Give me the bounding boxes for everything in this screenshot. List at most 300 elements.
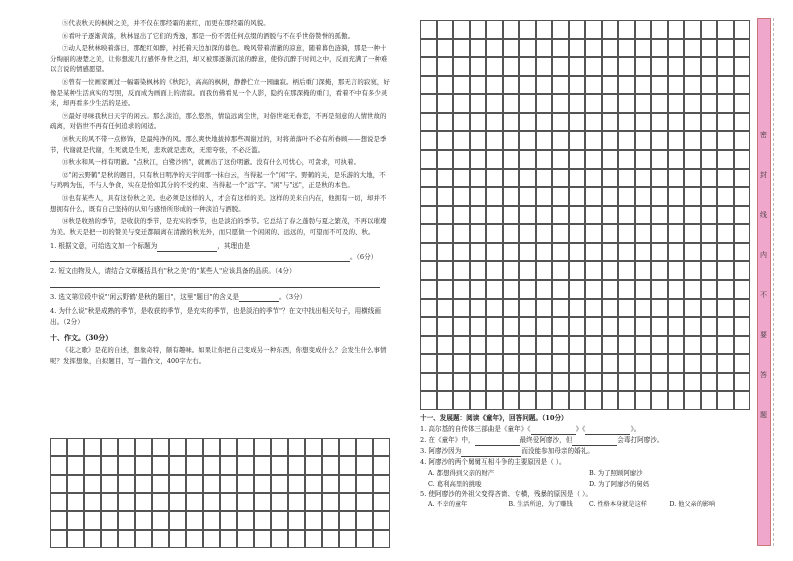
grid-cell[interactable]	[618, 280, 635, 299]
grid-cell[interactable]	[67, 493, 84, 511]
grid-cell[interactable]	[536, 57, 553, 76]
grid-cell[interactable]	[519, 336, 536, 355]
r-q2-blank-2[interactable]	[572, 438, 617, 446]
grid-cell[interactable]	[552, 391, 569, 410]
grid-cell[interactable]	[668, 280, 685, 299]
grid-cell[interactable]	[84, 493, 101, 511]
grid-cell[interactable]	[470, 150, 487, 169]
grid-cell[interactable]	[635, 131, 652, 150]
grid-cell[interactable]	[618, 299, 635, 318]
grid-cell[interactable]	[635, 113, 652, 132]
grid-cell[interactable]	[271, 438, 288, 456]
grid-cell[interactable]	[717, 354, 734, 373]
grid-cell[interactable]	[602, 317, 619, 336]
grid-cell[interactable]	[420, 261, 437, 280]
grid-cell[interactable]	[734, 224, 751, 243]
grid-cell[interactable]	[356, 456, 373, 474]
grid-cell[interactable]	[684, 206, 701, 225]
grid-cell[interactable]	[254, 511, 271, 529]
grid-cell[interactable]	[734, 131, 751, 150]
grid-cell[interactable]	[519, 76, 536, 95]
grid-cell[interactable]	[453, 243, 470, 262]
grid-cell[interactable]	[486, 317, 503, 336]
grid-cell[interactable]	[569, 57, 586, 76]
grid-cell[interactable]	[701, 224, 718, 243]
grid-cell[interactable]	[717, 131, 734, 150]
r-q5-option[interactable]: D. 他父亲的影响	[669, 501, 716, 508]
grid-cell[interactable]	[651, 317, 668, 336]
grid-cell[interactable]	[420, 373, 437, 392]
grid-cell[interactable]	[84, 438, 101, 456]
grid-cell[interactable]	[437, 336, 454, 355]
grid-cell[interactable]	[668, 94, 685, 113]
grid-cell[interactable]	[519, 317, 536, 336]
grid-cell[interactable]	[437, 57, 454, 76]
grid-cell[interactable]	[569, 113, 586, 132]
grid-cell[interactable]	[420, 131, 437, 150]
grid-cell[interactable]	[668, 169, 685, 188]
grid-cell[interactable]	[651, 391, 668, 410]
grid-cell[interactable]	[437, 20, 454, 39]
grid-cell[interactable]	[420, 187, 437, 206]
grid-cell[interactable]	[585, 224, 602, 243]
grid-cell[interactable]	[203, 438, 220, 456]
grid-cell[interactable]	[453, 94, 470, 113]
grid-cell[interactable]	[668, 336, 685, 355]
grid-cell[interactable]	[585, 354, 602, 373]
grid-cell[interactable]	[569, 391, 586, 410]
q1-answer-blank-title[interactable]	[157, 244, 217, 252]
grid-cell[interactable]	[552, 20, 569, 39]
r-q1-blank-1[interactable]	[531, 427, 576, 435]
grid-cell[interactable]	[701, 391, 718, 410]
grid-cell[interactable]	[602, 113, 619, 132]
q3-answer-blank[interactable]	[239, 294, 279, 302]
grid-cell[interactable]	[618, 131, 635, 150]
grid-cell[interactable]	[602, 224, 619, 243]
grid-cell[interactable]	[486, 373, 503, 392]
grid-cell[interactable]	[305, 493, 322, 511]
grid-cell[interactable]	[602, 261, 619, 280]
grid-cell[interactable]	[118, 475, 135, 493]
grid-cell[interactable]	[152, 493, 169, 511]
grid-cell[interactable]	[186, 530, 203, 548]
grid-cell[interactable]	[552, 187, 569, 206]
grid-cell[interactable]	[519, 187, 536, 206]
grid-cell[interactable]	[717, 373, 734, 392]
grid-cell[interactable]	[420, 243, 437, 262]
grid-cell[interactable]	[503, 206, 520, 225]
grid-cell[interactable]	[585, 113, 602, 132]
grid-cell[interactable]	[618, 373, 635, 392]
grid-cell[interactable]	[453, 113, 470, 132]
grid-cell[interactable]	[717, 76, 734, 95]
grid-cell[interactable]	[552, 57, 569, 76]
grid-cell[interactable]	[717, 243, 734, 262]
grid-cell[interactable]	[618, 150, 635, 169]
grid-cell[interactable]	[734, 261, 751, 280]
grid-cell[interactable]	[701, 57, 718, 76]
grid-cell[interactable]	[668, 354, 685, 373]
grid-cell[interactable]	[288, 493, 305, 511]
grid-cell[interactable]	[569, 169, 586, 188]
grid-cell[interactable]	[84, 511, 101, 529]
grid-cell[interactable]	[585, 169, 602, 188]
grid-cell[interactable]	[135, 456, 152, 474]
grid-cell[interactable]	[651, 20, 668, 39]
grid-cell[interactable]	[618, 187, 635, 206]
grid-cell[interactable]	[420, 280, 437, 299]
grid-cell[interactable]	[684, 131, 701, 150]
grid-cell[interactable]	[356, 475, 373, 493]
grid-cell[interactable]	[420, 169, 437, 188]
grid-cell[interactable]	[503, 317, 520, 336]
grid-cell[interactable]	[437, 373, 454, 392]
q1-answer-blank-reason[interactable]	[50, 254, 350, 262]
grid-cell[interactable]	[536, 224, 553, 243]
grid-cell[interactable]	[651, 131, 668, 150]
grid-cell[interactable]	[486, 336, 503, 355]
grid-cell[interactable]	[651, 280, 668, 299]
grid-cell[interactable]	[169, 475, 186, 493]
grid-cell[interactable]	[373, 456, 390, 474]
grid-cell[interactable]	[503, 76, 520, 95]
grid-cell[interactable]	[470, 261, 487, 280]
grid-cell[interactable]	[684, 317, 701, 336]
grid-cell[interactable]	[135, 438, 152, 456]
grid-cell[interactable]	[618, 261, 635, 280]
grid-cell[interactable]	[684, 261, 701, 280]
grid-cell[interactable]	[668, 150, 685, 169]
grid-cell[interactable]	[339, 530, 356, 548]
grid-cell[interactable]	[569, 280, 586, 299]
grid-cell[interactable]	[618, 94, 635, 113]
grid-cell[interactable]	[519, 224, 536, 243]
grid-cell[interactable]	[420, 336, 437, 355]
grid-cell[interactable]	[339, 456, 356, 474]
grid-cell[interactable]	[420, 206, 437, 225]
grid-cell[interactable]	[701, 280, 718, 299]
grid-cell[interactable]	[701, 150, 718, 169]
grid-cell[interactable]	[486, 169, 503, 188]
grid-cell[interactable]	[152, 456, 169, 474]
grid-cell[interactable]	[101, 511, 118, 529]
grid-cell[interactable]	[453, 187, 470, 206]
grid-cell[interactable]	[734, 57, 751, 76]
grid-cell[interactable]	[453, 336, 470, 355]
grid-cell[interactable]	[152, 511, 169, 529]
grid-cell[interactable]	[437, 187, 454, 206]
grid-cell[interactable]	[701, 373, 718, 392]
grid-cell[interactable]	[420, 39, 437, 58]
grid-cell[interactable]	[717, 391, 734, 410]
grid-cell[interactable]	[585, 299, 602, 318]
grid-cell[interactable]	[569, 20, 586, 39]
grid-cell[interactable]	[453, 317, 470, 336]
grid-cell[interactable]	[536, 76, 553, 95]
grid-cell[interactable]	[470, 131, 487, 150]
grid-cell[interactable]	[237, 438, 254, 456]
grid-cell[interactable]	[203, 511, 220, 529]
grid-cell[interactable]	[186, 438, 203, 456]
grid-cell[interactable]	[453, 169, 470, 188]
grid-cell[interactable]	[237, 475, 254, 493]
grid-cell[interactable]	[118, 438, 135, 456]
grid-cell[interactable]	[101, 438, 118, 456]
grid-cell[interactable]	[503, 243, 520, 262]
grid-cell[interactable]	[734, 150, 751, 169]
grid-cell[interactable]	[602, 76, 619, 95]
grid-cell[interactable]	[651, 299, 668, 318]
grid-cell[interactable]	[486, 187, 503, 206]
grid-cell[interactable]	[437, 317, 454, 336]
grid-cell[interactable]	[470, 169, 487, 188]
grid-cell[interactable]	[668, 187, 685, 206]
r-q5-option[interactable]: C. 性格本身就是这样	[589, 501, 647, 508]
grid-cell[interactable]	[519, 20, 536, 39]
grid-cell[interactable]	[135, 493, 152, 511]
grid-cell[interactable]	[437, 299, 454, 318]
grid-cell[interactable]	[618, 20, 635, 39]
grid-cell[interactable]	[734, 243, 751, 262]
grid-cell[interactable]	[717, 113, 734, 132]
grid-cell[interactable]	[186, 456, 203, 474]
grid-cell[interactable]	[602, 299, 619, 318]
grid-cell[interactable]	[734, 94, 751, 113]
grid-cell[interactable]	[618, 113, 635, 132]
grid-cell[interactable]	[635, 57, 652, 76]
grid-cell[interactable]	[651, 261, 668, 280]
grid-cell[interactable]	[585, 131, 602, 150]
grid-cell[interactable]	[420, 391, 437, 410]
grid-cell[interactable]	[602, 206, 619, 225]
grid-cell[interactable]	[569, 373, 586, 392]
grid-cell[interactable]	[503, 150, 520, 169]
grid-cell[interactable]	[552, 76, 569, 95]
grid-cell[interactable]	[552, 354, 569, 373]
grid-cell[interactable]	[420, 354, 437, 373]
grid-cell[interactable]	[373, 438, 390, 456]
grid-cell[interactable]	[519, 280, 536, 299]
grid-cell[interactable]	[585, 39, 602, 58]
grid-cell[interactable]	[635, 243, 652, 262]
grid-cell[interactable]	[373, 511, 390, 529]
grid-cell[interactable]	[552, 206, 569, 225]
grid-cell[interactable]	[684, 39, 701, 58]
grid-cell[interactable]	[101, 493, 118, 511]
grid-cell[interactable]	[453, 150, 470, 169]
grid-cell[interactable]	[437, 354, 454, 373]
grid-cell[interactable]	[717, 94, 734, 113]
grid-cell[interactable]	[135, 475, 152, 493]
grid-cell[interactable]	[684, 113, 701, 132]
grid-cell[interactable]	[585, 150, 602, 169]
grid-cell[interactable]	[569, 224, 586, 243]
grid-cell[interactable]	[635, 206, 652, 225]
grid-cell[interactable]	[569, 94, 586, 113]
grid-cell[interactable]	[651, 113, 668, 132]
grid-cell[interactable]	[470, 299, 487, 318]
grid-cell[interactable]	[470, 354, 487, 373]
grid-cell[interactable]	[339, 511, 356, 529]
grid-cell[interactable]	[453, 57, 470, 76]
grid-cell[interactable]	[635, 94, 652, 113]
grid-cell[interactable]	[717, 224, 734, 243]
essay-grid-right[interactable]	[420, 20, 750, 410]
grid-cell[interactable]	[470, 206, 487, 225]
grid-cell[interactable]	[552, 373, 569, 392]
grid-cell[interactable]	[651, 76, 668, 95]
grid-cell[interactable]	[536, 187, 553, 206]
grid-cell[interactable]	[585, 57, 602, 76]
grid-cell[interactable]	[585, 94, 602, 113]
grid-cell[interactable]	[569, 150, 586, 169]
grid-cell[interactable]	[717, 57, 734, 76]
grid-cell[interactable]	[322, 530, 339, 548]
grid-cell[interactable]	[486, 57, 503, 76]
grid-cell[interactable]	[602, 391, 619, 410]
grid-cell[interactable]	[602, 94, 619, 113]
grid-cell[interactable]	[635, 336, 652, 355]
grid-cell[interactable]	[701, 169, 718, 188]
grid-cell[interactable]	[503, 94, 520, 113]
grid-cell[interactable]	[734, 76, 751, 95]
grid-cell[interactable]	[322, 438, 339, 456]
grid-cell[interactable]	[684, 336, 701, 355]
grid-cell[interactable]	[271, 456, 288, 474]
grid-cell[interactable]	[618, 169, 635, 188]
grid-cell[interactable]	[717, 280, 734, 299]
r-q2-blank-1[interactable]	[475, 438, 520, 446]
grid-cell[interactable]	[84, 530, 101, 548]
grid-cell[interactable]	[519, 169, 536, 188]
grid-cell[interactable]	[668, 57, 685, 76]
grid-cell[interactable]	[470, 336, 487, 355]
grid-cell[interactable]	[536, 169, 553, 188]
grid-cell[interactable]	[118, 530, 135, 548]
grid-cell[interactable]	[152, 475, 169, 493]
grid-cell[interactable]	[552, 317, 569, 336]
grid-cell[interactable]	[519, 131, 536, 150]
grid-cell[interactable]	[220, 511, 237, 529]
grid-cell[interactable]	[701, 131, 718, 150]
grid-cell[interactable]	[536, 299, 553, 318]
grid-cell[interactable]	[684, 187, 701, 206]
grid-cell[interactable]	[486, 94, 503, 113]
grid-cell[interactable]	[305, 438, 322, 456]
grid-cell[interactable]	[420, 150, 437, 169]
grid-cell[interactable]	[668, 261, 685, 280]
grid-cell[interactable]	[237, 456, 254, 474]
grid-cell[interactable]	[684, 280, 701, 299]
grid-cell[interactable]	[322, 475, 339, 493]
grid-cell[interactable]	[519, 94, 536, 113]
grid-cell[interactable]	[486, 113, 503, 132]
grid-cell[interactable]	[536, 113, 553, 132]
grid-cell[interactable]	[503, 391, 520, 410]
grid-cell[interactable]	[254, 475, 271, 493]
grid-cell[interactable]	[470, 317, 487, 336]
grid-cell[interactable]	[437, 76, 454, 95]
grid-cell[interactable]	[519, 299, 536, 318]
grid-cell[interactable]	[437, 169, 454, 188]
grid-cell[interactable]	[288, 456, 305, 474]
grid-cell[interactable]	[50, 511, 67, 529]
grid-cell[interactable]	[585, 187, 602, 206]
grid-cell[interactable]	[271, 493, 288, 511]
grid-cell[interactable]	[237, 511, 254, 529]
grid-cell[interactable]	[569, 336, 586, 355]
grid-cell[interactable]	[734, 187, 751, 206]
grid-cell[interactable]	[437, 113, 454, 132]
grid-cell[interactable]	[220, 493, 237, 511]
grid-cell[interactable]	[519, 206, 536, 225]
grid-cell[interactable]	[635, 224, 652, 243]
grid-cell[interactable]	[552, 243, 569, 262]
grid-cell[interactable]	[503, 187, 520, 206]
grid-cell[interactable]	[536, 336, 553, 355]
grid-cell[interactable]	[635, 150, 652, 169]
grid-cell[interactable]	[602, 57, 619, 76]
grid-cell[interactable]	[503, 354, 520, 373]
grid-cell[interactable]	[118, 493, 135, 511]
grid-cell[interactable]	[701, 187, 718, 206]
grid-cell[interactable]	[453, 131, 470, 150]
grid-cell[interactable]	[618, 76, 635, 95]
grid-cell[interactable]	[668, 76, 685, 95]
grid-cell[interactable]	[50, 530, 67, 548]
grid-cell[interactable]	[50, 456, 67, 474]
grid-cell[interactable]	[536, 280, 553, 299]
grid-cell[interactable]	[734, 20, 751, 39]
grid-cell[interactable]	[254, 456, 271, 474]
grid-cell[interactable]	[420, 94, 437, 113]
grid-cell[interactable]	[453, 20, 470, 39]
grid-cell[interactable]	[618, 317, 635, 336]
grid-cell[interactable]	[420, 20, 437, 39]
grid-cell[interactable]	[50, 475, 67, 493]
grid-cell[interactable]	[186, 475, 203, 493]
grid-cell[interactable]	[701, 39, 718, 58]
grid-cell[interactable]	[602, 39, 619, 58]
grid-cell[interactable]	[569, 39, 586, 58]
grid-cell[interactable]	[552, 280, 569, 299]
grid-cell[interactable]	[486, 39, 503, 58]
grid-cell[interactable]	[552, 94, 569, 113]
grid-cell[interactable]	[453, 354, 470, 373]
grid-cell[interactable]	[536, 131, 553, 150]
grid-cell[interactable]	[519, 261, 536, 280]
grid-cell[interactable]	[635, 76, 652, 95]
grid-cell[interactable]	[203, 456, 220, 474]
grid-cell[interactable]	[437, 391, 454, 410]
grid-cell[interactable]	[585, 76, 602, 95]
grid-cell[interactable]	[84, 456, 101, 474]
grid-cell[interactable]	[585, 336, 602, 355]
grid-cell[interactable]	[503, 131, 520, 150]
r-q4-option[interactable]: A. 都想得到父亲的财产	[428, 469, 495, 477]
grid-cell[interactable]	[717, 150, 734, 169]
grid-cell[interactable]	[486, 243, 503, 262]
grid-cell[interactable]	[536, 317, 553, 336]
grid-cell[interactable]	[717, 261, 734, 280]
grid-cell[interactable]	[220, 438, 237, 456]
grid-cell[interactable]	[552, 224, 569, 243]
grid-cell[interactable]	[453, 206, 470, 225]
grid-cell[interactable]	[420, 299, 437, 318]
grid-cell[interactable]	[684, 76, 701, 95]
grid-cell[interactable]	[602, 243, 619, 262]
